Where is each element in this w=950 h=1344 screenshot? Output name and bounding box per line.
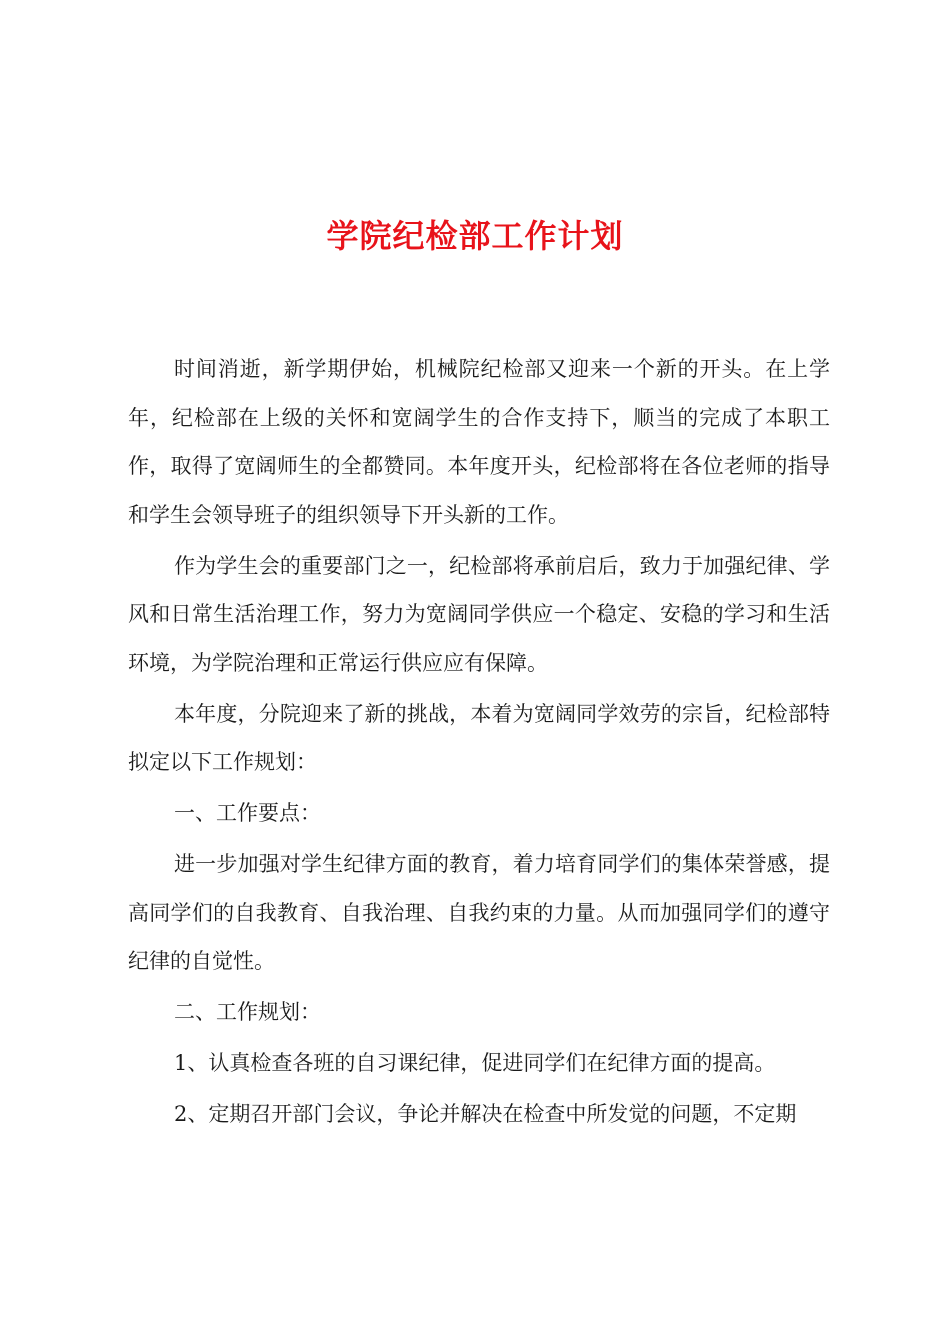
paragraph-plan-intro: 本年度，分院迎来了新的挑战，本着为宽阔同学效劳的宗旨，纪检部特拟定以下工作规划： xyxy=(128,701,830,774)
section-heading-work-plan: 二、工作规划： xyxy=(174,1000,321,1024)
section-heading-key-points: 一、工作要点： xyxy=(174,801,321,825)
document-title: 学院纪检部工作计划 xyxy=(326,217,624,255)
paragraph-key-points: 进一步加强对学生纪律方面的教育，着力培育同学们的集体荣誉感，提高同学们的自我教育、自我治理、自我约束的力量。从而加强同学们的遵守纪律的自觉性。 xyxy=(128,852,830,973)
plan-item-1: 1、认真检查各班的自习课纪律，促进同学们在纪律方面的提高。 xyxy=(174,1051,776,1075)
plan-item-2: 2、定期召开部门会议，争论并解决在检查中所发觉的问题，不定期 xyxy=(174,1102,797,1126)
document-body xyxy=(128,345,830,1141)
paragraph-intro: 时间消逝，新学期伊始，机械院纪检部又迎来一个新的开头。在上学年，纪检部在上级的关怀和宽阔学生的合作支持下，顺当的完成了本职工作，取得了宽阔师生的全都赞同。本年度开头，纪检部将在各位老师的指导和学生会领导班子的组织领导下开头新的工作。 xyxy=(128,357,830,527)
paragraph-role: 作为学生会的重要部门之一，纪检部将承前启后，致力于加强纪律、学风和日常生活治理工作，努力为宽阔同学供应一个稳定、安稳的学习和生活环境，为学院治理和正常运行供应应有保障。 xyxy=(128,553,830,675)
